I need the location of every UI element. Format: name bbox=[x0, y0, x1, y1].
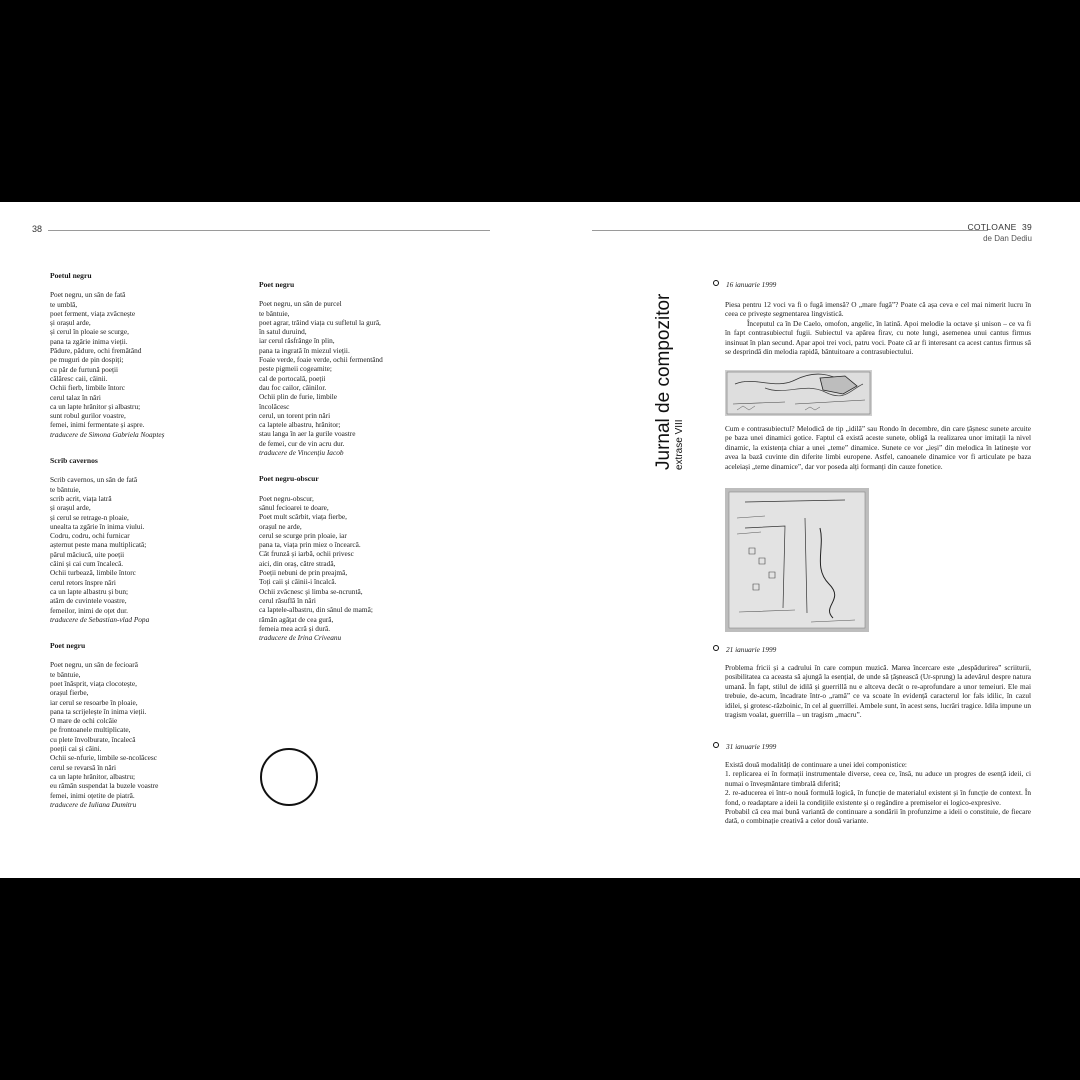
entry-date: 16 ianuarie 1999 bbox=[726, 280, 777, 289]
sketch-figure-1 bbox=[725, 370, 872, 416]
poem-line: te umblă, bbox=[50, 299, 78, 309]
sketch-figure-2 bbox=[725, 488, 869, 632]
poem-line: peste pigmeii cogeamite; bbox=[259, 364, 332, 374]
poem-line: eu rămân suspendat la buzele voastre bbox=[50, 781, 159, 791]
poem-line: pana ta zgârie inima vieții. bbox=[50, 336, 128, 346]
poem bbox=[50, 456, 250, 624]
poem-title: Poet negru-obscur bbox=[259, 474, 319, 484]
poem-line: călăresc caii, câinii. bbox=[50, 373, 108, 383]
poem-line: poeții cai și câini. bbox=[50, 744, 102, 754]
poem-line: atârn de cuvintele voastre, bbox=[50, 596, 127, 606]
poem-title: Poet negru bbox=[50, 641, 86, 651]
poem-line: Ochii se-nfurie, limbile se-ncolăcesc bbox=[50, 753, 157, 763]
poem-line: Ochii plin de furie, limbile bbox=[259, 392, 338, 402]
poem-line: poet înăsprit, viața clocotește, bbox=[50, 678, 137, 688]
poem-line: ca laptele albastru, hrănitor; bbox=[259, 420, 341, 430]
poem-line: te bântuie, bbox=[50, 484, 81, 494]
poem-line: câini și cai cum încalecă. bbox=[50, 559, 124, 569]
paragraph: Piesa pentru 12 voci va fi o fugă imensă? O „mare fugă”? Poate că așa ceva e cel mai nimerit lucru în ceea ce privește segmentarea lingvistică. bbox=[725, 300, 1031, 319]
poem-line: Foaie verde, foaie verde, ochii fermentând bbox=[259, 355, 383, 365]
poem-column-1 bbox=[50, 271, 250, 826]
poem-line: așternut peste mana multiplicată; bbox=[50, 540, 147, 550]
poem-line: stau langa în aer la gurile voastre bbox=[259, 429, 356, 439]
poem-line: te bântuie, bbox=[259, 308, 290, 318]
poem-title: Poet negru bbox=[259, 280, 295, 289]
poem-line: femei, inimi oțetite de piatră. bbox=[50, 790, 135, 800]
poem-line: Poet negru, un sân de fată bbox=[50, 290, 126, 300]
poem-line: cu plete învolburate, încalecă bbox=[50, 734, 136, 744]
poem-line: Scrib cavernos, un sân de fată bbox=[50, 475, 138, 485]
poem-line: și cerul în ploaie se scurge, bbox=[50, 327, 129, 337]
poem-line: în satul duruind, bbox=[259, 327, 307, 337]
paragraph: Problema fricii și a cadrului în care compun muzică. Marea încercare este „despădurirea” scriiturii, posibilitatea ca aceasta să ajungă la esențial, de unde să țâșnească (Ur-sprung) la adevărul despre natura umană. În fapt, stilul de idilă și guerrillă nu e altceva decât o re-aprofundare a unor temeiuri. Ele mai trebuie, de-acum, încadrate într-o „ramă” ce va scoate în evidență caracterul lor fals idilic, în cazul idilei, și grotesc-războinic, în cel al guerrillei. Ambele sunt, în acest sens, lucrări tragice. Idila impune un tragism voalat, guerrilla – un tragism „macru”. bbox=[725, 663, 1031, 720]
poem-line: ca un lapte hrănitor, albastru; bbox=[50, 771, 136, 781]
poem-line: de femei, cur de vin acru dur. bbox=[259, 438, 345, 448]
poem-line: Ochii fierb, limbile întorc bbox=[50, 383, 125, 393]
paragraph: Există două modalități de continuare a unei idei componistice: bbox=[725, 760, 907, 769]
poem-line: Toți caii și câinii-i încalcă. bbox=[259, 577, 337, 587]
poem-line: pana ta, viața prin miez o încearcă. bbox=[259, 540, 361, 550]
entry-1-text-b bbox=[725, 424, 1031, 471]
poem-line: și cerul se retrage-n ploaie, bbox=[50, 512, 129, 522]
poem-line: și orașul arde, bbox=[50, 503, 91, 513]
poem bbox=[259, 280, 459, 457]
poem-line: Codru, codru, ochi furnicar bbox=[50, 531, 130, 541]
poem-line: Poet mult scârbit, viața fierbe, bbox=[259, 512, 347, 522]
poem-line: unealta ta zgârie în inima viului. bbox=[50, 521, 145, 531]
poem-line: și orașul arde, bbox=[50, 318, 91, 328]
poem-line: iar cerul se resoarbe în ploaie, bbox=[50, 697, 138, 707]
poem-line: te bântuie, bbox=[50, 669, 81, 679]
poem-line: scrib acrit, viața latră bbox=[50, 493, 112, 503]
entry-2-text bbox=[725, 663, 1031, 719]
poem-line: cu păr de furtună poeții bbox=[50, 364, 119, 374]
poem-line: Poet negru, un sân de purcel bbox=[259, 299, 342, 309]
page-number-left: 38 bbox=[32, 224, 43, 234]
poem-line: poet ferment, viața zvâcnește bbox=[50, 308, 136, 318]
poem-line: cal de portocală, poeții bbox=[259, 373, 326, 383]
paragraph: Începutul ca în De Caelo, omofon, angelic, în latină. Apoi melodie la octave și unison – ce va fi în fapt contrasubiectul fugii. Subiectul va apărea firav, cu note lungi, asemenea unui cantus firmus insinuat în plan secund. Apar apoi trei voci, patru voci. Poate că ar fi interesant ca acest cantus firmus să se desprindă din melodia rapidă, bântuitoare a contrasubiectului. bbox=[725, 318, 1031, 357]
translator-credit: traducere de Irina Criveanu bbox=[259, 633, 342, 643]
paragraph: 2. re-aducerea ei într-o nouă formulă logică, în funcție de materialul existent și în funcție de context. În fond, o readaptare a ideii la condițiile existente și o regândire a premiselor ei logico-expresive. bbox=[725, 788, 1031, 807]
poem-line: femeia mea acră și dură. bbox=[259, 623, 331, 633]
poem bbox=[50, 271, 250, 439]
poem bbox=[50, 641, 250, 809]
translator-credit: traducere de Vincențiu Iacob bbox=[259, 448, 344, 458]
entry-date: 31 ianuarie 1999 bbox=[726, 742, 777, 751]
entry-1-text-a bbox=[725, 300, 1031, 356]
entry-date: 21 ianuarie 1999 bbox=[726, 645, 777, 654]
poem-line: pana ta scrijelește în inima vieții. bbox=[50, 706, 147, 716]
poem-line: ca un lapte hrănitor și albastru; bbox=[50, 401, 141, 411]
poem-line: femei, inimi fermentate și aspre. bbox=[50, 420, 145, 430]
translator-credit: traducere de Iuliana Dumitru bbox=[50, 799, 137, 809]
poem-line: rămân agățat de cea gură, bbox=[259, 614, 334, 624]
poem-line: pe muguri de pin dospiți; bbox=[50, 355, 124, 365]
poem-line: părul măciucă, uite poeții bbox=[50, 549, 125, 559]
translator-credit: traducere de Sebastian-vlad Popa bbox=[50, 614, 150, 624]
poem-title: Scrib cavernos bbox=[50, 456, 98, 466]
section-title: COTLOANE bbox=[967, 222, 1017, 232]
author-byline: de Dan Dediu bbox=[983, 234, 1032, 243]
poem-line: femeilor, inimi de oțet dur. bbox=[50, 605, 128, 615]
poem-line: Poet negru-obscur, bbox=[259, 493, 314, 503]
poem-line: pe frontoanele multiplicate, bbox=[50, 725, 131, 735]
poem-line: orașul ne arde, bbox=[259, 521, 302, 531]
poem-line: Poeții nebuni de prin preajmă, bbox=[259, 568, 348, 578]
paragraph: Cum e contrasubiectul? Melodică de tip „idilă” sau Rondo în decembre, din care țâșnesc sunete arcuite pe baza unei dinamici gotice. Faptul că există aceste sunete, obligă la realizarea unor imitații la nivel dinamic, la existența chiar a unei „teme” dinamice. Sunete ce vor „ieși” din melodica în latinește vor avea la bază cuvinte din diferite limbi europene. Astfel, canoanele dinamice vor fi articulate pe baza aceleiași „teme dinamice”, dar vor poseda alți formanți din cauze fonetice. bbox=[725, 424, 1031, 471]
circle-ornament bbox=[260, 748, 318, 806]
poem-column-2 bbox=[259, 280, 459, 659]
poem-line: O mare de ochi colcăie bbox=[50, 716, 118, 726]
header-rule-left bbox=[48, 230, 490, 231]
poem bbox=[259, 474, 459, 642]
header-rule-right bbox=[592, 230, 988, 231]
poem-line: cerul talaz în nări bbox=[50, 392, 101, 402]
running-header bbox=[967, 222, 1032, 243]
poem-line: Pădure, pădure, ochi fremătând bbox=[50, 346, 142, 356]
poem-line: dau foc cailor, câinilor. bbox=[259, 382, 327, 392]
poem-line: sânul fecioarei te doare, bbox=[259, 502, 329, 512]
paragraph: 1. replicarea ei în formații instrumentale diverse, ceea ce, însă, nu aduce un progres de esență ideii, ci numai o înveșmântare timbrală diferită; bbox=[725, 769, 1031, 788]
poem-line: Ochii zvâcnesc și limba se-ncruntă, bbox=[259, 586, 363, 596]
poem-line: Cât frunză și iarbă, ochii privesc bbox=[259, 549, 354, 559]
poem-line: încolăcesc bbox=[259, 401, 290, 411]
poem-line: poet agrar, trăind viața cu sufletul la gură, bbox=[259, 317, 381, 327]
entry-3-text bbox=[725, 760, 1031, 826]
poem-line: Ochii turbează, limbile întorc bbox=[50, 568, 136, 578]
poem-title: Poetul negru bbox=[50, 271, 92, 280]
vertical-title: Jurnal de compozitor bbox=[653, 293, 674, 470]
book-spread bbox=[0, 202, 1080, 878]
poem-line: ca laptele-albastru, din sânul de mamă; bbox=[259, 605, 373, 615]
translator-credit: traducere de Simona Gabriela Noapteș bbox=[50, 429, 165, 439]
poem-line: cerul răsuflă în nări bbox=[259, 595, 316, 605]
vertical-subtitle: extrase VIII bbox=[674, 419, 685, 470]
poem-line: ca un lapte albastru și bun; bbox=[50, 586, 129, 596]
poem-line: cerul se scurge prin ploaie, iar bbox=[259, 530, 347, 540]
poem-line: aici, din oraș, către stradă, bbox=[259, 558, 336, 568]
poem-line: Poet negru, un sân de fecioară bbox=[50, 660, 138, 670]
poem-line: iar cerul răsfrânge în plin, bbox=[259, 336, 335, 346]
poem-line: cerul retors înspre nări bbox=[50, 577, 116, 587]
page-number-right: 39 bbox=[1021, 222, 1032, 232]
poem-line: cerul se revarsă în nări bbox=[50, 762, 117, 772]
poem-line: sunt robul gurilor voastre, bbox=[50, 411, 126, 421]
poem-line: pana ta ingrată în miezul vieții. bbox=[259, 345, 350, 355]
poem-line: cerul, un torent prin nări bbox=[259, 410, 331, 420]
paragraph: Probabil că cea mai bună variantă de continuare a sondării în profunzime a ideii o constituie, de fiecare dată, o combinație creativă a celor două variante. bbox=[725, 807, 1031, 826]
vertical-title-block bbox=[651, 284, 695, 484]
poem-line: orașul fierbe, bbox=[50, 688, 89, 698]
